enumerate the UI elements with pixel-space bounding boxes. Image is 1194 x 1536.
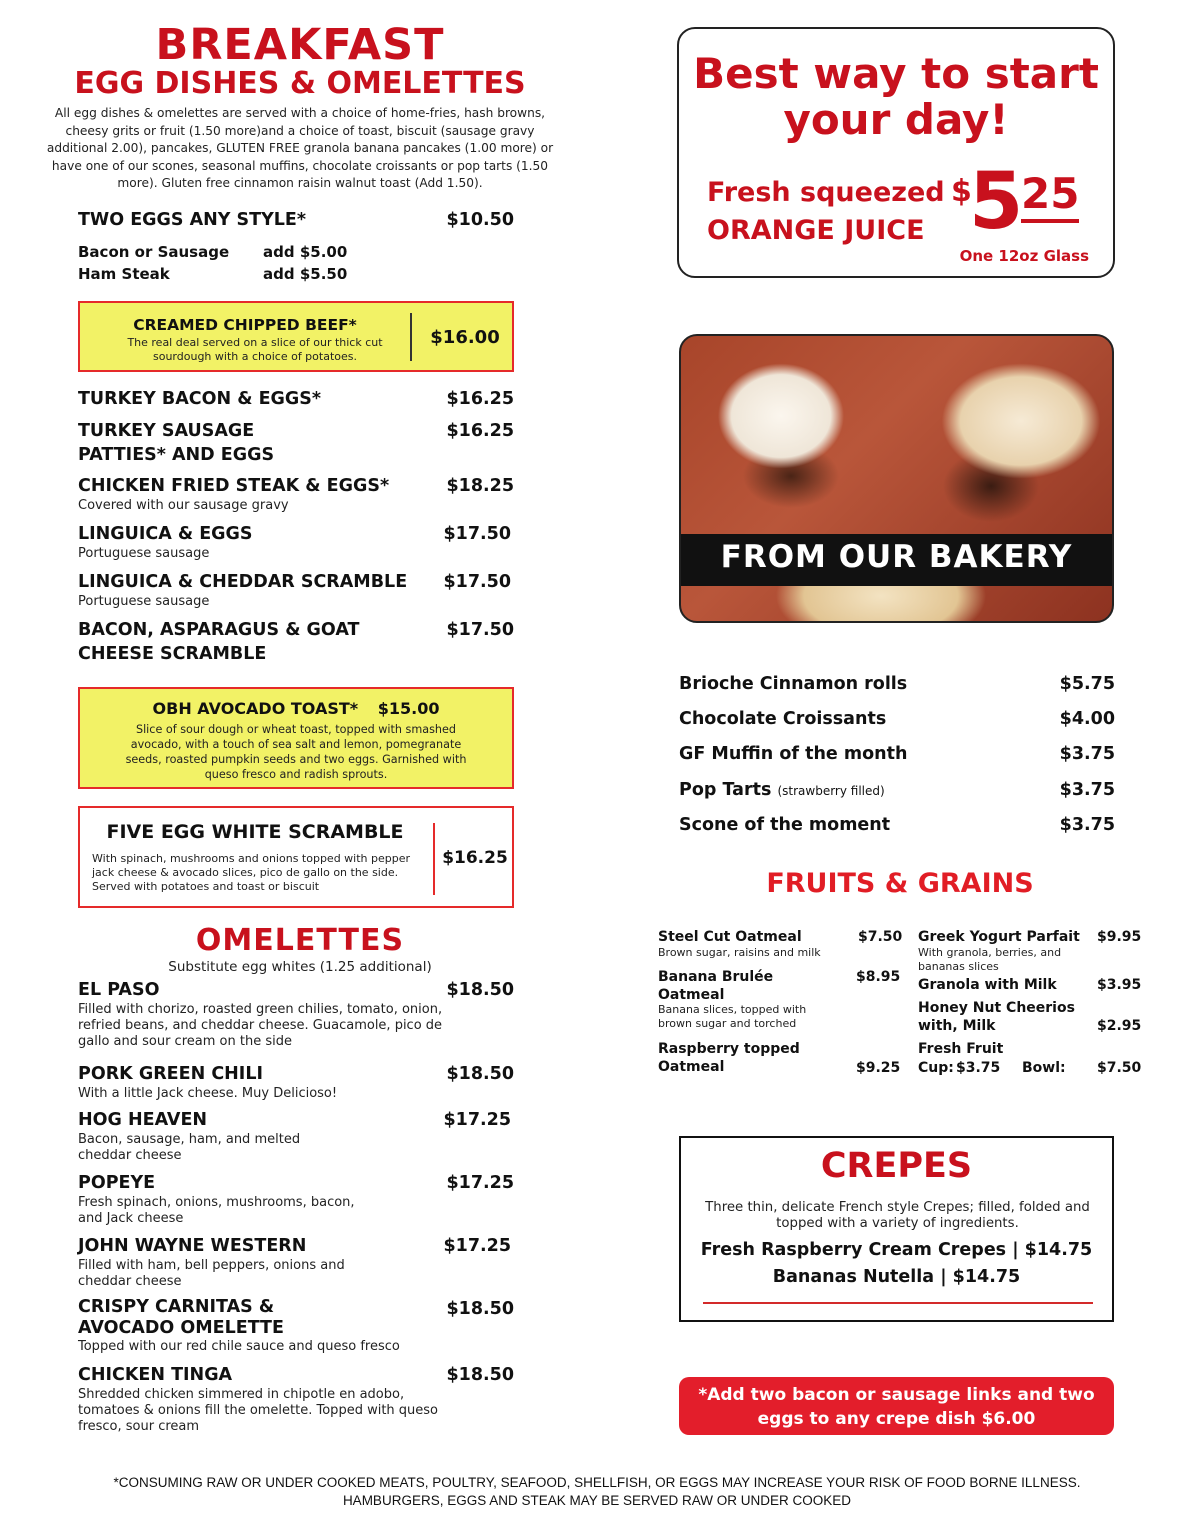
- item-price: $3.75: [1059, 780, 1115, 800]
- omelette-item: [78, 1062, 514, 1102]
- item-price: $17.50: [443, 572, 511, 592]
- item-price: $9.95: [1097, 929, 1142, 945]
- menu-item: [78, 522, 514, 562]
- bakery-item: [679, 742, 1115, 766]
- omelette-item: [78, 1171, 514, 1227]
- item-name: GF Muffin of the month: [679, 744, 908, 764]
- item-name: Banana Brulée Oatmeal: [658, 969, 774, 1003]
- item-desc: Covered with our sausage gravy: [78, 498, 289, 513]
- item-price: $16.25: [442, 848, 508, 868]
- item-price: $4.00: [1059, 709, 1115, 729]
- item-price: $16.25: [446, 389, 514, 409]
- bakery-item: [679, 778, 1115, 803]
- section-title-crepes: CREPES: [820, 1146, 973, 1186]
- promo-product: [707, 174, 945, 250]
- crepes-section: [679, 1136, 1114, 1322]
- item-desc: Slice of sour dough or wheat toast, topped with smashed avocado, with a touch of sea salt and lemon, pomegranate seeds, roasted pumpkin seeds and two eggs. Garnished with queso fresco and radish sprouts.: [125, 723, 467, 781]
- item-name: BACON, ASPARAGUS & GOAT CHEESE SCRAMBLE: [78, 620, 360, 664]
- item-name: Raspberry topped Oatmeal: [658, 1041, 800, 1075]
- item-desc: Filled with chorizo, roasted green chilies, tomato, onion, refried beans, and cheddar cheese. Guacamole, pico de gallo and sour cream on the side: [78, 1002, 443, 1049]
- disclaimer-line1: *CONSUMING RAW OR UNDER COOKED MEATS, POULTRY, SEAFOOD, SHELLFISH, OR EGGS MAY INCREASE YOUR RISK OF FOOD BORNE ILLNESS.: [113, 1475, 1081, 1490]
- food-safety-disclaimer: [30, 1474, 1164, 1510]
- item-desc: The real deal served on a slice of our thick cut sourdough with a choice of potatoes.: [127, 336, 383, 363]
- price-dollars: 5: [969, 157, 1024, 247]
- crepe-item: Fresh Raspberry Cream Crepes | $14.75: [700, 1240, 1093, 1260]
- fruit-bowl-label: Bowl:: [1022, 1060, 1066, 1076]
- item-name: Granola with Milk: [918, 977, 1057, 993]
- menu-subtitle: EGG DISHES & OMELETTES: [74, 66, 526, 101]
- item-desc: Brown sugar, raisins and milk: [658, 946, 821, 959]
- bakery-item: [679, 672, 1115, 696]
- bakery-item: [679, 813, 1115, 837]
- item-desc: Filled with ham, bell peppers, onions and cheddar cheese: [78, 1258, 345, 1289]
- promo-line2: ORANGE JUICE: [707, 215, 925, 246]
- item-desc: Portuguese sausage: [78, 594, 210, 609]
- menu-item: [78, 387, 514, 411]
- item-price: $15.00: [377, 699, 440, 718]
- item-name: POPEYE: [78, 1173, 156, 1193]
- bakery-item: [679, 707, 1115, 731]
- item-price: $2.95: [1097, 1018, 1142, 1034]
- item-desc: With spinach, mushrooms and onions topped with pepper jack cheese & avocado slices, pico de gallo on the side. Served with potatoes and toast or biscuit: [92, 852, 411, 893]
- divider: [433, 823, 435, 895]
- item-name: HOG HEAVEN: [78, 1110, 208, 1130]
- item-name: CRISPY CARNITAS & AVOCADO OMELETTE: [78, 1297, 284, 1338]
- addon-label: Ham Steak: [78, 265, 170, 283]
- item-name: PORK GREEN CHILI: [78, 1064, 263, 1084]
- item-name: Scone of the moment: [679, 815, 891, 835]
- item-name: FIVE EGG WHITE SCRAMBLE: [106, 821, 404, 843]
- disclaimer-line2: HAMBURGERS, EGGS AND STEAK MAY BE SERVED RAW OR UNDER COOKED: [342, 1493, 852, 1508]
- section-title-omelettes: OMELETTES: [195, 923, 405, 958]
- item-name: EL PASO: [78, 980, 160, 1000]
- menu-item: [78, 570, 514, 610]
- cinnamon-rolls-photo: [679, 334, 1114, 623]
- menu-item: [78, 419, 514, 467]
- item-desc: Fresh spinach, onions, mushrooms, bacon, and Jack cheese: [78, 1195, 355, 1226]
- item-price: $3.75: [1059, 744, 1115, 764]
- item-note: (strawberry filled): [777, 784, 885, 798]
- item-name: OBH AVOCADO TOAST*: [152, 699, 359, 718]
- item-name: CHICKEN FRIED STEAK & EGGS*: [78, 476, 390, 496]
- item-desc: Bacon, sausage, ham, and melted cheddar cheese: [78, 1132, 301, 1163]
- menu-item: [78, 618, 514, 666]
- menu-item-two-eggs: [78, 208, 514, 232]
- item-price: $18.50: [446, 1365, 514, 1385]
- addon-price: add $5.50: [263, 265, 348, 283]
- item-price: $17.50: [443, 524, 511, 544]
- item-price: $3.95: [1097, 977, 1142, 993]
- addon-ham-steak: [78, 263, 347, 285]
- bakery-banner-label: FROM OUR BAKERY: [720, 539, 1073, 575]
- item-desc: With granola, berries, and bananas slices: [918, 946, 1062, 973]
- addon-bacon-sausage: [78, 241, 347, 263]
- item-price: $9.25: [856, 1060, 901, 1076]
- omelette-item: [78, 1108, 514, 1164]
- crepe-addon-notice: [679, 1377, 1114, 1435]
- serving-size: One 12oz Glass: [959, 247, 1089, 265]
- featured-creamed-chipped-beef: [78, 301, 514, 372]
- item-price: $10.50: [446, 210, 514, 230]
- item-price: $17.25: [443, 1236, 511, 1256]
- item-price: $18.50: [446, 1299, 514, 1319]
- price-dollar-sign: $: [951, 174, 972, 209]
- fruit-bowl-price: $7.50: [1097, 1060, 1142, 1076]
- crepe-item: Bananas Nutella | $14.75: [772, 1267, 1021, 1287]
- item-name: Pop Tarts: [679, 780, 772, 800]
- omelette-item: [78, 1297, 514, 1355]
- item-name: CHICKEN TINGA: [78, 1365, 233, 1385]
- item-desc: Banana slices, topped with brown sugar and torched: [658, 1003, 807, 1030]
- omelette-item: [78, 978, 514, 1050]
- item-desc: Portuguese sausage: [78, 546, 210, 561]
- item-name: Greek Yogurt Parfait: [918, 929, 1080, 945]
- omelette-item: [78, 1363, 514, 1435]
- featured-egg-white-scramble: [78, 806, 514, 908]
- intro-text: All egg dishes & omelettes are served with a choice of home-fries, hash browns, cheesy grits or fruit (1.50 more)and a choice of toast, biscuit (sausage gravy additional 2.00), pancakes, GLUTEN FREE granola banana pancakes (1.00 more) or have one of our scones, seasonal muffins, chocolate croissants or pop tarts (1.50 more). Gluten free cinnamon raisin walnut toast (Add 1.50).: [46, 106, 554, 190]
- item-title: [80, 699, 512, 718]
- section-title-fruits-grains: FRUITS & GRAINS: [766, 868, 1034, 899]
- item-name: Chocolate Croissants: [679, 709, 887, 729]
- divider: [703, 1302, 1093, 1304]
- menu-item: [78, 474, 514, 514]
- item-name: Brioche Cinnamon rolls: [679, 674, 908, 694]
- item-price: $17.25: [443, 1110, 511, 1130]
- item-name: LINGUICA & CHEDDAR SCRAMBLE: [78, 572, 408, 592]
- item-price: $17.50: [446, 620, 514, 640]
- item-name: CREAMED CHIPPED BEEF*: [133, 316, 357, 334]
- item-price: $18.50: [446, 1064, 514, 1084]
- promo-headline: Best way to start your day!: [693, 49, 1099, 144]
- menu-title: BREAKFAST: [155, 20, 445, 70]
- item-name: TURKEY SAUSAGE PATTIES* AND EGGS: [78, 421, 275, 465]
- divider: [410, 313, 412, 361]
- item-desc: Shredded chicken simmered in chipotle en adobo, tomatoes & onions fill the omelette. Topped with queso fresco, sour cream: [78, 1387, 439, 1434]
- featured-avocado-toast: [78, 687, 514, 789]
- fruit-cup-price: $3.75: [956, 1060, 1001, 1076]
- item-price: $17.25: [446, 1173, 514, 1193]
- item-name: JOHN WAYNE WESTERN: [78, 1236, 307, 1256]
- item-price: $3.75: [1059, 815, 1115, 835]
- item-name: TURKEY BACON & EGGS*: [78, 389, 322, 409]
- fruit-cup-label: Cup:: [918, 1060, 954, 1076]
- item-price: $16.25: [446, 421, 514, 441]
- orange-juice-promo: [677, 27, 1115, 278]
- item-name: Steel Cut Oatmeal: [658, 929, 802, 945]
- item-name: TWO EGGS ANY STYLE*: [78, 210, 307, 230]
- item-price: $7.50: [858, 929, 903, 945]
- item-name: Honey Nut Cheerios with, Milk: [918, 1000, 1075, 1034]
- item-price: $16.00: [430, 327, 500, 348]
- item-price: $5.75: [1059, 674, 1115, 694]
- section-subtitle-omelettes: Substitute egg whites (1.25 additional): [168, 959, 432, 975]
- addon-text: *Add two bacon or sausage links and two eggs to any crepe dish $6.00: [698, 1385, 1095, 1429]
- item-name: LINGUICA & EGGS: [78, 524, 253, 544]
- item-desc: Topped with our red chile sauce and queso fresco: [78, 1339, 400, 1354]
- price-cents: 25: [1021, 169, 1079, 223]
- item-price: $8.95: [856, 969, 901, 985]
- promo-line1: Fresh squeezed: [707, 177, 945, 208]
- addon-price: add $5.00: [263, 243, 348, 261]
- item-price: $18.25: [446, 476, 514, 496]
- item-desc: With a little Jack cheese. Muy Delicioso!: [78, 1086, 338, 1101]
- omelette-item: [78, 1234, 514, 1290]
- crepes-desc: Three thin, delicate French style Crepes; filled, folded and topped with a variety of ingredients.: [705, 1200, 1090, 1231]
- item-name: Fresh Fruit: [918, 1041, 1004, 1057]
- addon-label: Bacon or Sausage: [78, 243, 230, 261]
- item-price: $18.50: [446, 980, 514, 1000]
